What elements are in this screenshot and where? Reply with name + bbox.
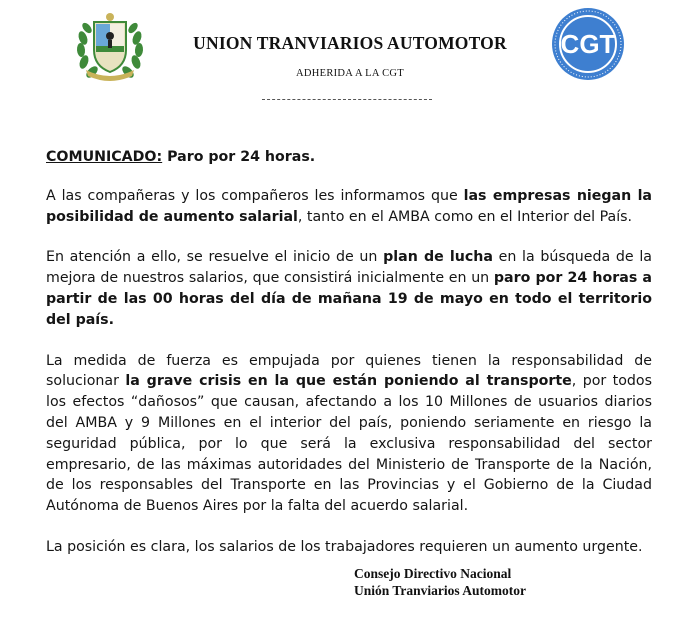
communique-label: COMUNICADO: xyxy=(46,149,163,165)
signature-line-1: Consejo Directivo Nacional xyxy=(354,566,512,581)
paragraph-1 xyxy=(46,186,652,228)
p1-text-end: , tanto en el AMBA como en el Interior del País. xyxy=(297,208,633,225)
organization-subtitle: ADHERIDA A LA CGT xyxy=(295,68,405,79)
p1-text: A las compañeras y los compañeros les informamos que xyxy=(46,187,464,204)
communique-heading xyxy=(46,147,652,168)
signature-block xyxy=(354,565,526,599)
communique-subject: Paro por 24 horas. xyxy=(162,149,316,165)
header-divider xyxy=(262,99,432,100)
communique-body xyxy=(46,147,652,578)
cgt-logo-text: CGT xyxy=(560,29,616,59)
signature-line-2: Unión Tranviarios Automotor xyxy=(354,583,527,598)
p2-bold: plan de lucha xyxy=(383,249,493,266)
p3-text-end: , por todos los efectos “dañosos” que causan, afectando a los 10 Millones de usuarios diarios del AMBA y 9 Millones en el interior del país, poniendo seriamente en riesgo la seguridad pública, por lo que será la exclusiva responsabilidad del sector empresario, de las máximas autoridades del Ministerio de Transporte de la Nación, de los responsables del Transporte en las Provincias y el Gobierno de la Ciudad Autónoma de Buenos Aires por la falta del acuerdo salarial. xyxy=(46,373,652,515)
p2-text: En atención a ello, se resuelve el inicio de un xyxy=(46,249,384,266)
p3-bold: la grave crisis en la que están poniendo al transporte xyxy=(125,373,572,390)
cgt-logo xyxy=(550,6,626,82)
paragraph-4: La posición es clara, los salarios de los trabajadores requieren un aumento urgente. xyxy=(46,538,643,555)
p3-text: La medida de fuerza es empujada por quienes tienen la responsabilidad de solucionar xyxy=(46,352,652,390)
p2-bold-end: paro por 24 horas a partir de las 00 horas del día de mañana 19 de mayo en todo el territorio del país. xyxy=(46,270,652,328)
paragraph-2 xyxy=(46,247,652,330)
p1-bold: las empresas niegan la posibilidad de aumento salarial xyxy=(46,187,652,225)
p2-text-mid: en la búsqueda de la mejora de nuestros salarios, que consistirá inicialmente en un xyxy=(46,249,652,287)
paragraph-3 xyxy=(46,351,652,517)
organization-title: UNION TRANVIARIOS AUTOMOTOR xyxy=(193,33,507,53)
